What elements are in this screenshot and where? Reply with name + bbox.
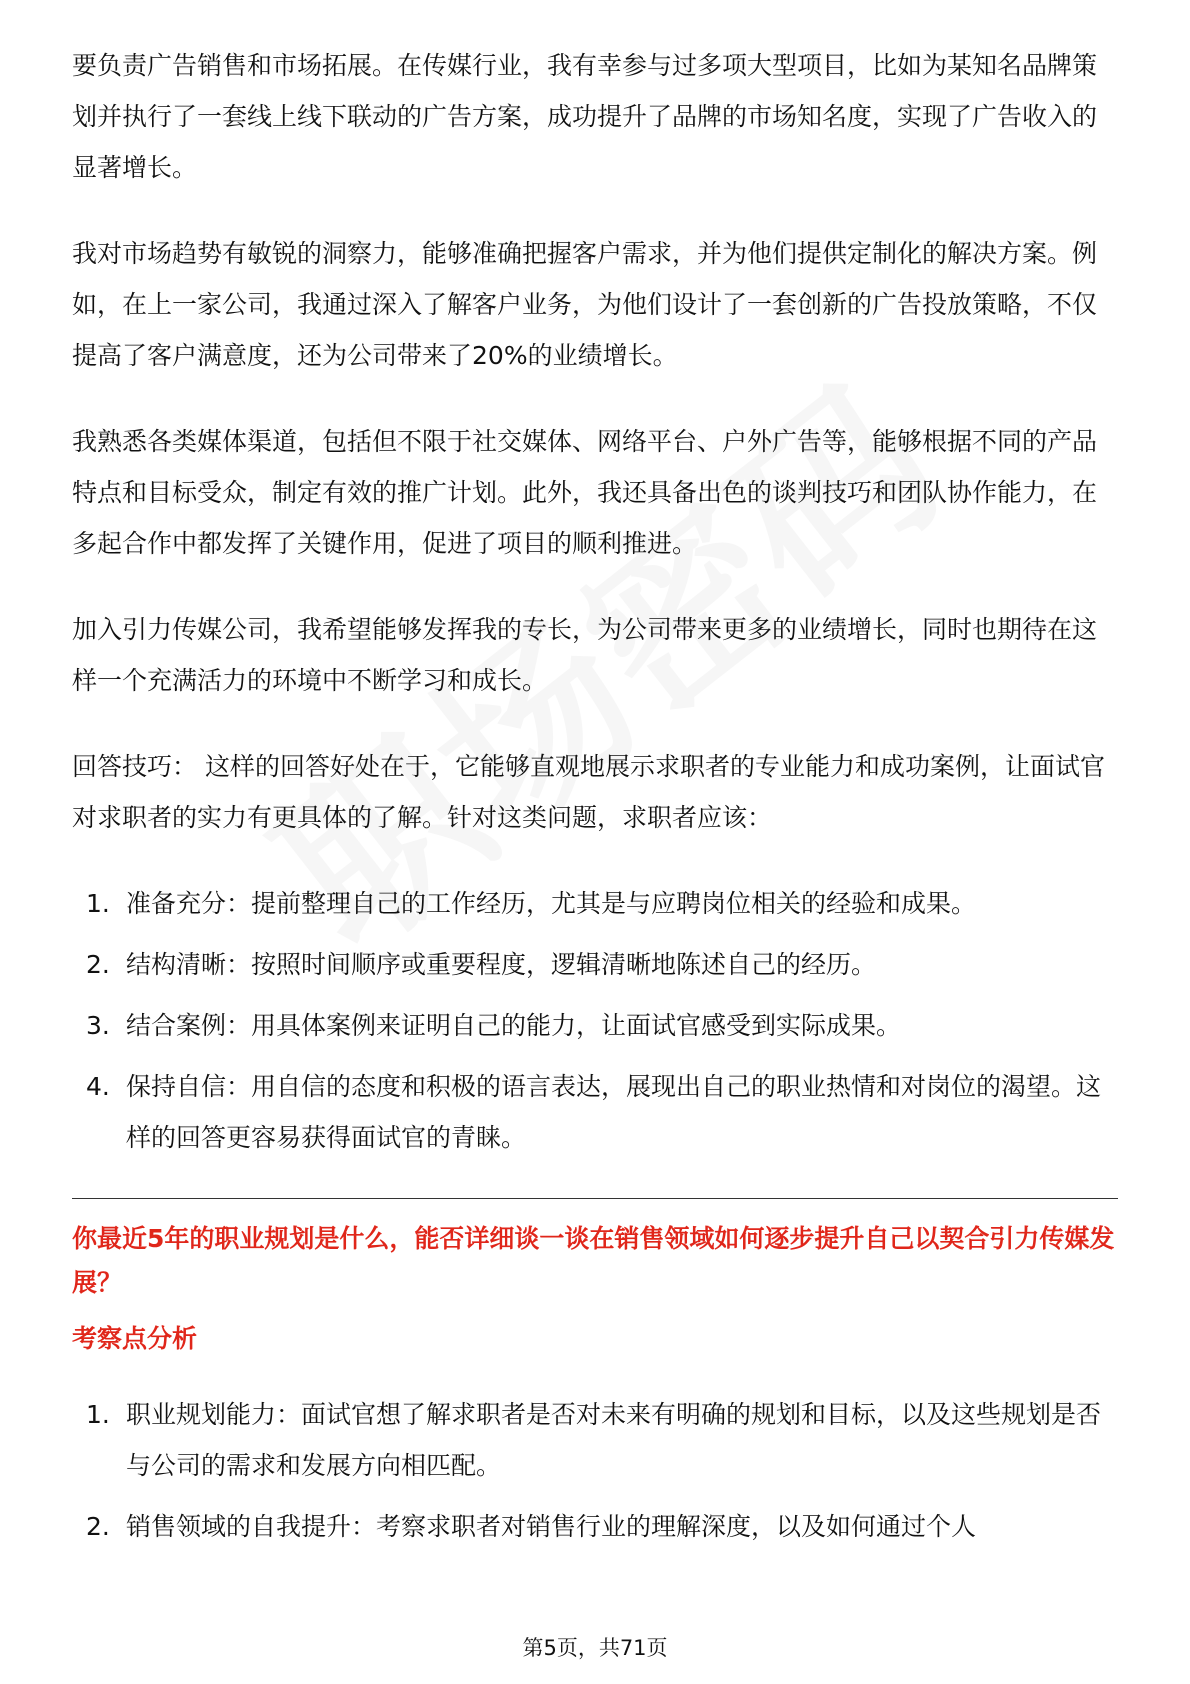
- section-divider: [72, 1198, 1118, 1199]
- page-footer: 第5页，共71页: [522, 1636, 668, 1660]
- analysis-heading: 考察点分析: [72, 1324, 198, 1353]
- paragraph-answer-tips: 回答技巧： 这样的回答好处在于，它能够直观地展示求职者的专业能力和成功案例，让面试官对求职者的实力有更具体的了解。针对这类问题，求职者应该：: [72, 752, 1105, 832]
- list-item: 2. 结构清晰：按照时间顺序或重要程度，逻辑清晰地陈述自己的经历。: [86, 950, 877, 979]
- paragraph-join-company: 加入引力传媒公司，我希望能够发挥我的专长，为公司带来更多的业绩增长，同时也期待在这样一个充满活力的环境中不断学习和成长。: [72, 615, 1098, 695]
- list-item: 4. 保持自信：用自信的态度和积极的语言表达，展现出自己的职业热情和对岗位的渴望。这样的回答更容易获得面试官的青睐。: [86, 1072, 1102, 1152]
- list-item: 2. 销售领域的自我提升：考察求职者对销售行业的理解深度，以及如何通过个人: [86, 1512, 977, 1541]
- question-heading: 你最近5年的职业规划是什么，能否详细谈一谈在销售领域如何逐步提升自己以契合引力传媒发展？: [72, 1224, 1115, 1297]
- list-item: 3. 结合案例：用具体案例来证明自己的能力，让面试官感受到实际成果。: [86, 1011, 902, 1040]
- paragraph-media-channels: 我熟悉各类媒体渠道，包括但不限于社交媒体、网络平台、户外广告等，能够根据不同的产品特点和目标受众，制定有效的推广计划。此外，我还具备出色的谈判技巧和团队协作能力，在多起合作中都发挥了关键作用，促进了项目的顺利推进。: [72, 427, 1098, 558]
- analysis-list: [72, 1389, 1118, 1552]
- paragraph-intro: 要负责广告销售和市场拓展。在传媒行业，我有幸参与过多项大型项目，比如为某知名品牌策划并执行了一套线上线下联动的广告方案，成功提升了品牌的市场知名度，实现了广告收入的显著增长。: [72, 51, 1098, 182]
- paragraph-market-insight: 我对市场趋势有敏锐的洞察力，能够准确把握客户需求，并为他们提供定制化的解决方案。例如，在上一家公司，我通过深入了解客户业务，为他们设计了一套创新的广告投放策略，不仅提高了客户满意度，还为公司带来了20%的业绩增长。: [72, 239, 1098, 370]
- list-item: 1. 职业规划能力：面试官想了解求职者是否对未来有明确的规划和目标，以及这些规划是否与公司的需求和发展方向相匹配。: [86, 1400, 1102, 1480]
- list-item: 1. 准备充分：提前整理自己的工作经历，尤其是与应聘岗位相关的经验和成果。: [86, 889, 977, 918]
- document-page: [72, 40, 1118, 1587]
- tips-list: [72, 878, 1118, 1163]
